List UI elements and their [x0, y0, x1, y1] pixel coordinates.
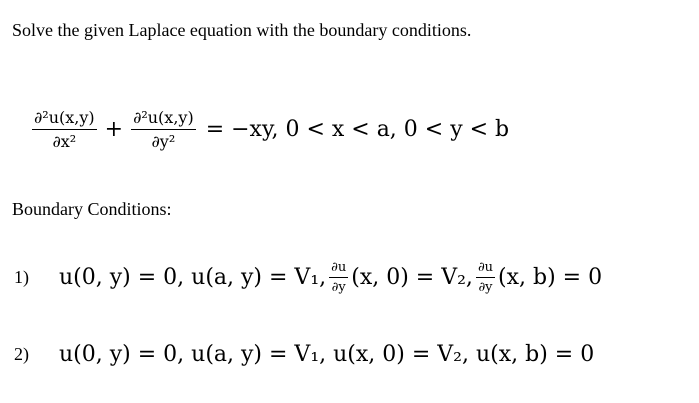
plus-sign: + [104, 117, 124, 142]
condition-1 [14, 260, 602, 295]
condition-2 [14, 342, 594, 367]
condition-part: (x, 0) = V₂, [351, 265, 473, 290]
condition-label: 1) [14, 267, 29, 287]
condition-label: 2) [14, 344, 29, 364]
fraction-numerator: ∂²u(x,y) [32, 108, 97, 130]
equation-rhs: = −xy, 0 < x < a, 0 < y < b [205, 117, 510, 142]
condition-part: u(0, y) = 0, u(a, y) = V₁, [59, 265, 327, 290]
problem-statement: Solve the given Laplace equation with the boundary conditions. [12, 20, 472, 40]
fraction-denominator: ∂x² [52, 132, 77, 151]
fraction-denominator: ∂y [478, 280, 493, 295]
fraction-du-dy [476, 260, 495, 295]
condition-expression: u(0, y) = 0, u(a, y) = V₁, u(x, 0) = V₂, u(x, b) = 0 [59, 342, 595, 367]
fraction-d2u-dy2 [131, 108, 196, 151]
fraction-numerator: ∂u [329, 260, 348, 278]
condition-part: (x, b) = 0 [498, 265, 603, 290]
fraction-numerator: ∂u [476, 260, 495, 278]
condition-expression [59, 260, 602, 295]
boundary-conditions-heading: Boundary Conditions: [12, 199, 172, 219]
fraction-denominator: ∂y [331, 280, 346, 295]
fraction-d2u-dx2 [32, 108, 97, 151]
laplace-equation [30, 108, 509, 151]
fraction-denominator: ∂y² [151, 132, 176, 151]
fraction-numerator: ∂²u(x,y) [131, 108, 196, 130]
fraction-du-dy [329, 260, 348, 295]
